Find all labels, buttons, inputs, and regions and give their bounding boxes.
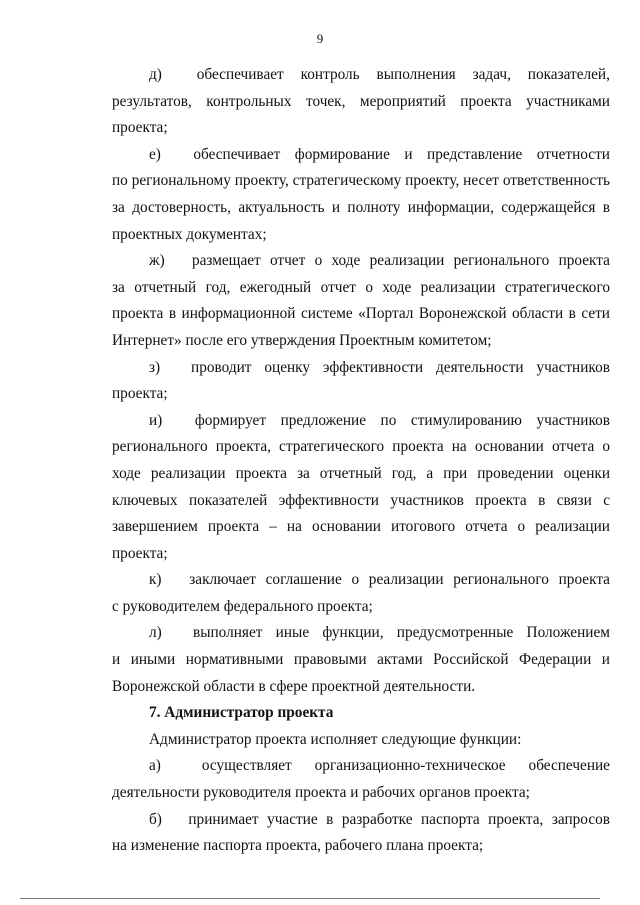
word: показателей, [527,66,610,83]
word: размещает [191,252,261,270]
word: проекта, [488,810,544,828]
word: регионального [453,252,550,270]
list-paragraph [112,408,610,568]
word: эффективности [322,358,424,376]
list-continuation: за отчетный год, ежегодный отчет о ходе реализации стратегического проекта в информационной системе «Портал Воронежской области в сети Интернет» после его утверждения Проектным комитетом; [112,278,610,349]
word: принимает [188,810,259,828]
item-marker: б) [149,810,162,828]
section-first-line [112,753,610,780]
word: формирует [194,411,267,429]
item-marker: д) [149,66,162,83]
item-marker: и) [149,411,163,429]
list-first-line [112,355,610,382]
word: Положением [526,624,610,642]
word: реализации [369,252,445,270]
word: организационно-техническое [314,757,506,775]
word: предложение [280,411,366,429]
list-first-line [112,248,610,275]
word: разработке [341,810,413,828]
word: участие [267,810,318,828]
word: и [404,145,413,163]
word: соглашение [265,571,342,589]
word: иные [275,624,310,642]
list-continuation: результатов, контрольных точек, мероприятий проекта участниками проекта; [112,92,610,137]
item-marker: а) [149,757,161,775]
list-continuation: по региональному проекту, стратегическому проекту, несет ответственность за достоверность, актуальность и полноту информации, содержащейся в проектных документах; [112,172,610,243]
word: запросов [551,810,610,828]
page-bottom-edge [20,898,600,899]
item-marker: з) [149,358,161,376]
list-first-line [112,142,610,169]
list-paragraph [112,567,610,620]
word: задач, [472,66,511,83]
section-paragraph [112,807,610,860]
item-marker: л) [149,624,162,642]
list-continuation: с руководителем федерального проекта; [112,597,373,615]
word: участников [536,358,610,376]
word: паспорта [420,810,480,828]
word: проекта [558,571,610,589]
word: отчет [269,252,306,270]
item-marker: е) [149,145,161,163]
list-first-line [112,620,610,647]
list-paragraph [112,142,610,248]
word: проводит [191,358,252,376]
word: обеспечивает [193,145,281,163]
section-continuation: деятельности руководителя проекта и рабочих органов проекта; [112,784,530,802]
list-paragraph [112,248,610,354]
section-first-line [112,807,610,834]
list-paragraph [112,355,610,408]
word: обеспечивает [196,66,284,83]
section-continuation: на изменение паспорта проекта, рабочего плана проекта; [112,837,484,855]
word: в [326,810,334,828]
item-marker: к) [149,571,162,589]
word: выполняет [192,624,263,642]
word: участников [536,411,610,429]
word: деятельности [436,358,524,376]
page-number: 9 [316,31,324,46]
word: ходе [331,252,361,270]
word: по [380,411,397,429]
section-heading: 7. Администратор проекта [149,704,334,722]
word: осуществляет [201,757,292,775]
word: регионального [453,571,549,589]
word: о [351,571,360,589]
section-paragraph [112,753,610,806]
word: реализации [368,571,444,589]
word: представление [427,145,523,163]
paragraph-list [112,62,610,700]
item-marker: ж) [149,252,165,270]
list-first-line [112,567,610,594]
list-first-line [112,62,610,89]
word: проекта [558,252,610,270]
list-paragraph [112,620,610,700]
word: заключает [189,571,256,589]
word: формирование [294,145,390,163]
list-continuation: и иными нормативными правовыми актами Российской Федерации и Воронежской области в сфере проектной деятельности. [112,651,610,695]
word: предусмотренные [396,624,514,642]
document-body [112,62,610,860]
list-first-line [112,408,610,435]
word: обеспечение [528,757,610,775]
list-paragraph [112,62,610,142]
section-intro: Администратор проекта исполняет следующие функции: [149,730,522,748]
word: стимулированию [410,411,522,429]
word: функции, [322,624,384,642]
section-item-list [112,753,610,859]
word: отчетности [536,145,610,163]
word: оценку [264,358,311,376]
list-continuation: проекта; [112,385,168,403]
word: выполнения [376,66,456,83]
word: контроль [300,66,360,83]
word: о [314,252,323,270]
list-continuation: регионального проекта, стратегического проекта на основании отчета о ходе реализации проекта за отчетный год, а при проведении оценки ключевых показателей эффективности участников проекта в связи с завершением проекта – на основании итогового отчета о реализации проекта; [112,438,610,562]
